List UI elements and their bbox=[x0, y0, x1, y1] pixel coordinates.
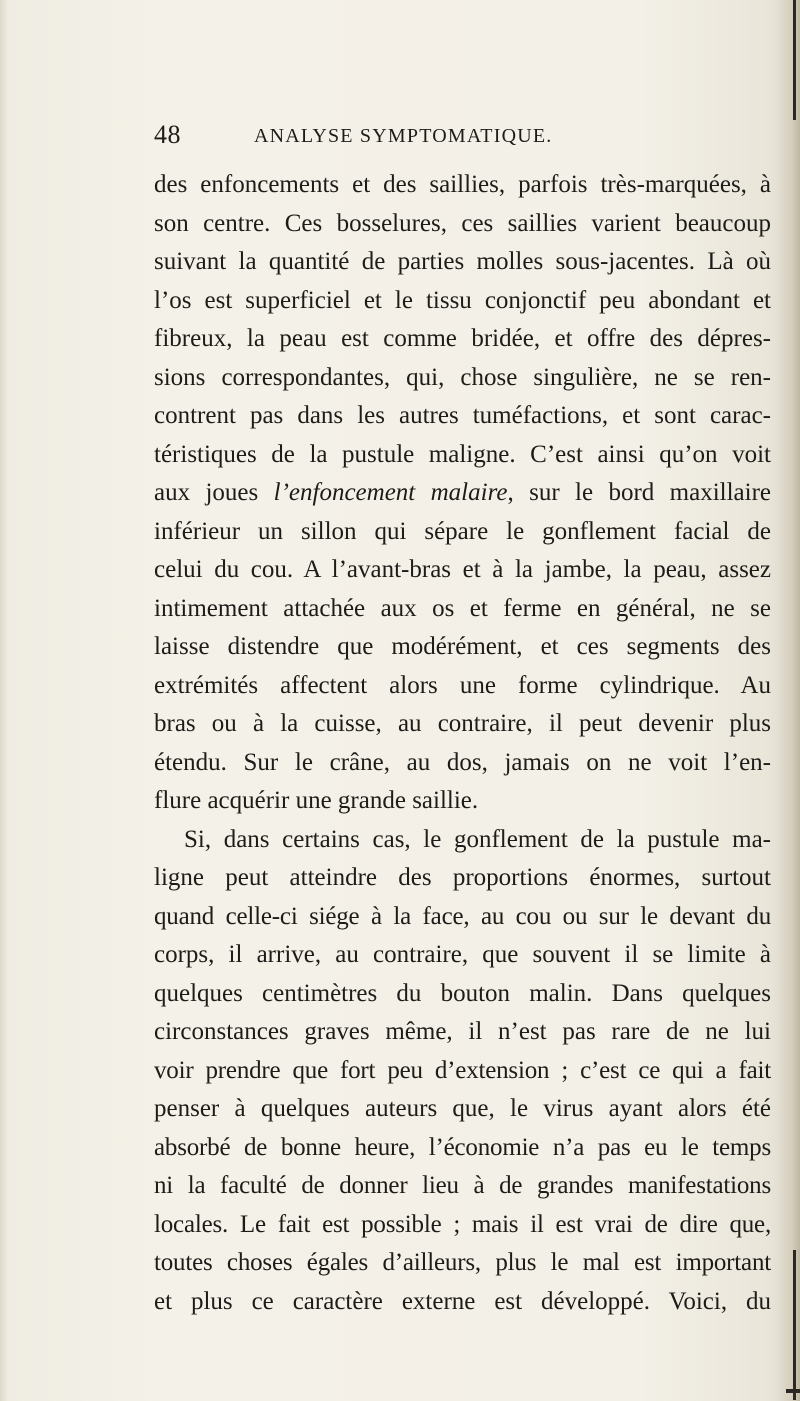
text-line: ligne peut atteindre des proportions énormes, surtout bbox=[154, 864, 771, 891]
text-line: contrent pas dans les autres tuméfactions, et sont carac- bbox=[154, 402, 771, 429]
text-line: quelques centimètres du bouton malin. Dans quelques bbox=[154, 979, 771, 1007]
text-segment: , sur le bord maxillaire bbox=[507, 479, 772, 506]
page-right-edge bbox=[778, 0, 800, 1401]
text-line: quand celle-ci siége à la face, au cou ou sur le devant du bbox=[154, 902, 771, 930]
text-line: et plus ce caractère externe est développé. Voici, du bbox=[154, 1287, 771, 1315]
page-left-shadow bbox=[0, 0, 8, 1401]
text-line: bras ou à la cuisse, au contraire, il peut devenir plus bbox=[154, 710, 771, 737]
paragraph-start-line: Si, dans certains cas, le gonflement de la pustule ma- bbox=[184, 825, 771, 853]
binding-corner bbox=[786, 1389, 800, 1393]
running-head: ANALYSE SYMPTOMATIQUE. bbox=[254, 125, 553, 147]
italic-term: l’enfoncement malaire bbox=[273, 479, 508, 506]
text-line: son centre. Ces bosselures, ces saillies varient beaucoup bbox=[154, 209, 771, 237]
body-text bbox=[154, 166, 771, 1321]
text-line: extrémités affectent alors une forme cylindrique. Au bbox=[154, 671, 771, 699]
text-line: corps, il arrive, au contraire, que souvent il se limite à bbox=[154, 941, 771, 968]
text-line: penser à quelques auteurs que, le virus ayant alors été bbox=[154, 1095, 771, 1122]
text-line: ni la faculté de donner lieu à de grandes manifestations bbox=[154, 1172, 771, 1199]
text-line: l’os est superficiel et le tissu conjonctif peu abondant et bbox=[154, 286, 771, 314]
text-line: sions correspondantes, qui, chose singulière, ne se ren- bbox=[154, 363, 771, 391]
paragraph-end-line: flure acquérir une grande saillie. bbox=[154, 787, 479, 814]
text-line: inférieur un sillon qui sépare le gonflement facial de bbox=[154, 517, 771, 545]
text-line: suivant la quantité de parties molles sous-jacentes. Là où bbox=[154, 248, 771, 275]
text-line: étendu. Sur le crâne, au dos, jamais on ne voit l’en- bbox=[154, 748, 771, 776]
text-line: toutes choses égales d’ailleurs, plus le mal est important bbox=[154, 1249, 771, 1276]
text-segment: aux joues bbox=[154, 479, 274, 506]
text-line: téristiques de la pustule maligne. C’est ainsi qu’on voit bbox=[154, 440, 771, 468]
text-line: des enfoncements et des saillies, parfois très-marquées, à bbox=[154, 171, 771, 198]
text-line: intimement attachée aux os et ferme en général, ne se bbox=[154, 594, 771, 622]
text-line: circonstances graves même, il n’est pas rare de ne lui bbox=[154, 1018, 771, 1045]
text-line: voir prendre que fort peu d’extension ; c’est ce qui a fait bbox=[154, 1056, 771, 1084]
text-line: celui du cou. A l’avant-bras et à la jambe, la peau, assez bbox=[154, 556, 771, 583]
text-line: absorbé de bonne heure, l’économie n’a pas eu le temps bbox=[154, 1133, 771, 1161]
binding-mark-bottom bbox=[793, 1250, 796, 1400]
page-header bbox=[154, 120, 784, 154]
text-line bbox=[154, 474, 771, 513]
text-line: laisse distendre que modérément, et ces segments des bbox=[154, 633, 771, 660]
text-line: fibreux, la peau est comme bridée, et offre des dépres- bbox=[154, 325, 771, 352]
binding-mark-top bbox=[793, 0, 796, 120]
page-number: 48 bbox=[154, 120, 181, 149]
text-line: locales. Le fait est possible ; mais il est vrai de dire que, bbox=[154, 1210, 771, 1238]
